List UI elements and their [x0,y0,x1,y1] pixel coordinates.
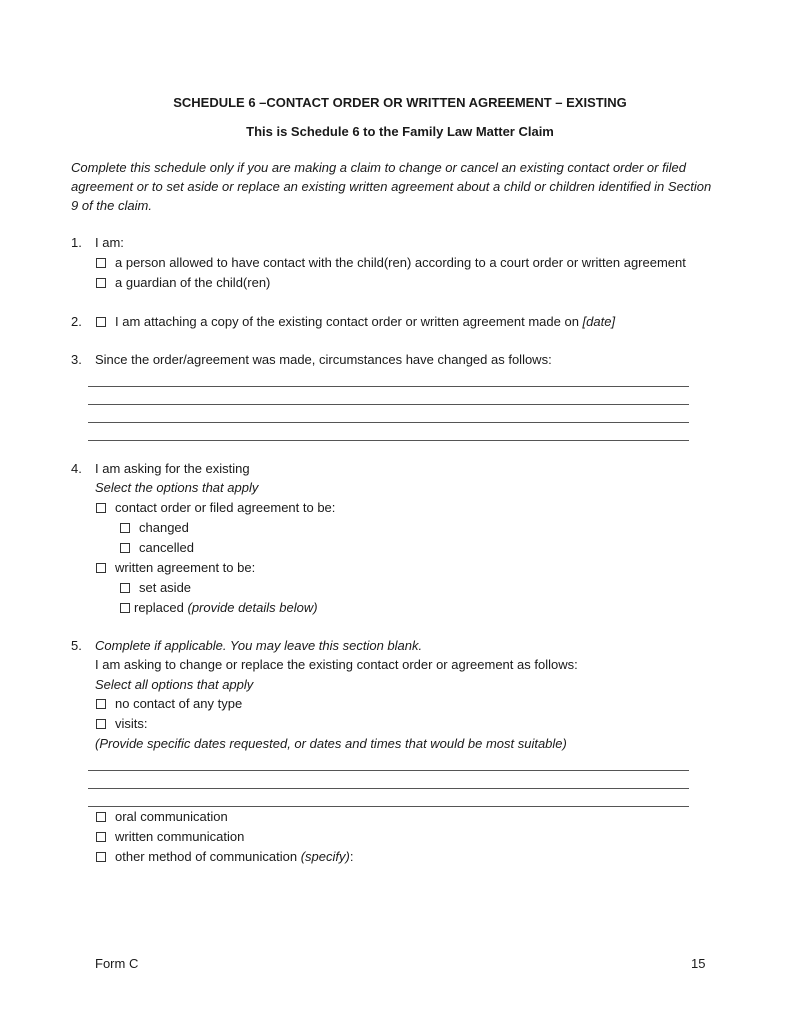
intro-line-1: Complete this schedule only if you are making a claim to change or cancel an existing contact order or filed [71,160,686,175]
visits-note: (Provide specific dates requested, or dates and times that would be most suitable) [95,736,567,751]
section-4-number: 4. [71,461,82,476]
section-4-label: I am asking for the existing [95,461,250,476]
option-set-aside[interactable] [120,580,191,595]
checkbox[interactable] [96,317,106,327]
checkbox[interactable] [96,852,106,862]
option-label: a person allowed to have contact with the child(ren) according to a court order or written agreement [115,255,686,270]
answer-line[interactable] [88,440,689,441]
option-no-contact[interactable] [96,696,242,711]
option-label: other method of communication [115,849,301,864]
option-label: replaced [134,600,188,615]
answer-line[interactable] [88,422,689,423]
checkbox[interactable] [96,719,106,729]
section-5-select-instruction: Select all options that apply [95,677,254,692]
option-other-communication[interactable] [96,849,353,864]
checkbox[interactable] [120,523,130,533]
option-visits[interactable] [96,716,148,731]
answer-line[interactable] [88,404,689,405]
section-3-text: Since the order/agreement was made, circumstances have changed as follows: [95,352,552,367]
section-1-label: I am: [95,235,124,250]
option-label: no contact of any type [115,696,243,711]
intro-line-3: 9 of the claim. [71,198,152,213]
intro-line-2: agreement or to set aside or replace an existing written agreement about a child or children identified in Section [71,179,712,194]
section-1-number: 1. [71,235,82,250]
option-attaching-copy[interactable] [96,314,615,329]
section-3-number: 3. [71,352,82,367]
option-label: written agreement to be: [115,560,256,575]
option-contact-person[interactable] [96,255,686,270]
checkbox[interactable] [96,278,106,288]
checkbox[interactable] [96,503,106,513]
option-written-communication[interactable] [96,829,244,844]
section-5-number: 5. [71,638,82,653]
option-label: oral communication [115,809,228,824]
option-note: (specify) [300,849,350,864]
option-cancelled[interactable] [120,540,194,555]
checkbox[interactable] [120,583,130,593]
option-label: contact order or filed agreement to be: [115,500,336,515]
answer-line[interactable] [88,788,689,789]
option-guardian[interactable] [96,275,270,290]
footer-form-name: Form C [95,956,139,971]
date-hint: [date] [582,314,616,329]
checkbox[interactable] [96,563,106,573]
section-5-label: I am asking to change or replace the existing contact order or agreement as follows: [95,657,578,672]
section-2-number: 2. [71,314,82,329]
option-label: set aside [139,580,192,595]
checkbox[interactable] [120,543,130,553]
option-replaced[interactable] [120,600,318,615]
page-title: SCHEDULE 6 –CONTACT ORDER OR WRITTEN AGREEMENT – EXISTING [173,95,627,110]
option-colon: : [349,849,354,864]
option-contact-order[interactable] [96,500,335,515]
option-label: written communication [115,829,245,844]
section-4-instruction: Select the options that apply [95,480,259,495]
footer-page-number: 15 [691,956,706,971]
answer-line[interactable] [88,806,689,807]
page-subtitle: This is Schedule 6 to the Family Law Matter Claim [246,124,554,139]
answer-line[interactable] [88,770,689,771]
option-changed[interactable] [120,520,189,535]
option-label: cancelled [139,540,194,555]
option-note: (provide details below) [187,600,318,615]
option-written-agreement[interactable] [96,560,255,575]
checkbox[interactable] [120,603,130,613]
checkbox[interactable] [96,258,106,268]
checkbox[interactable] [96,699,106,709]
checkbox[interactable] [96,812,106,822]
option-label: changed [139,520,189,535]
section-5-instruction: Complete if applicable. You may leave this section blank. [95,638,423,653]
checkbox[interactable] [96,832,106,842]
option-label: a guardian of the child(ren) [115,275,271,290]
answer-line[interactable] [88,386,689,387]
option-label: I am attaching a copy of the existing contact order or written agreement made on [115,314,583,329]
option-oral-communication[interactable] [96,809,228,824]
option-label: visits: [115,716,148,731]
